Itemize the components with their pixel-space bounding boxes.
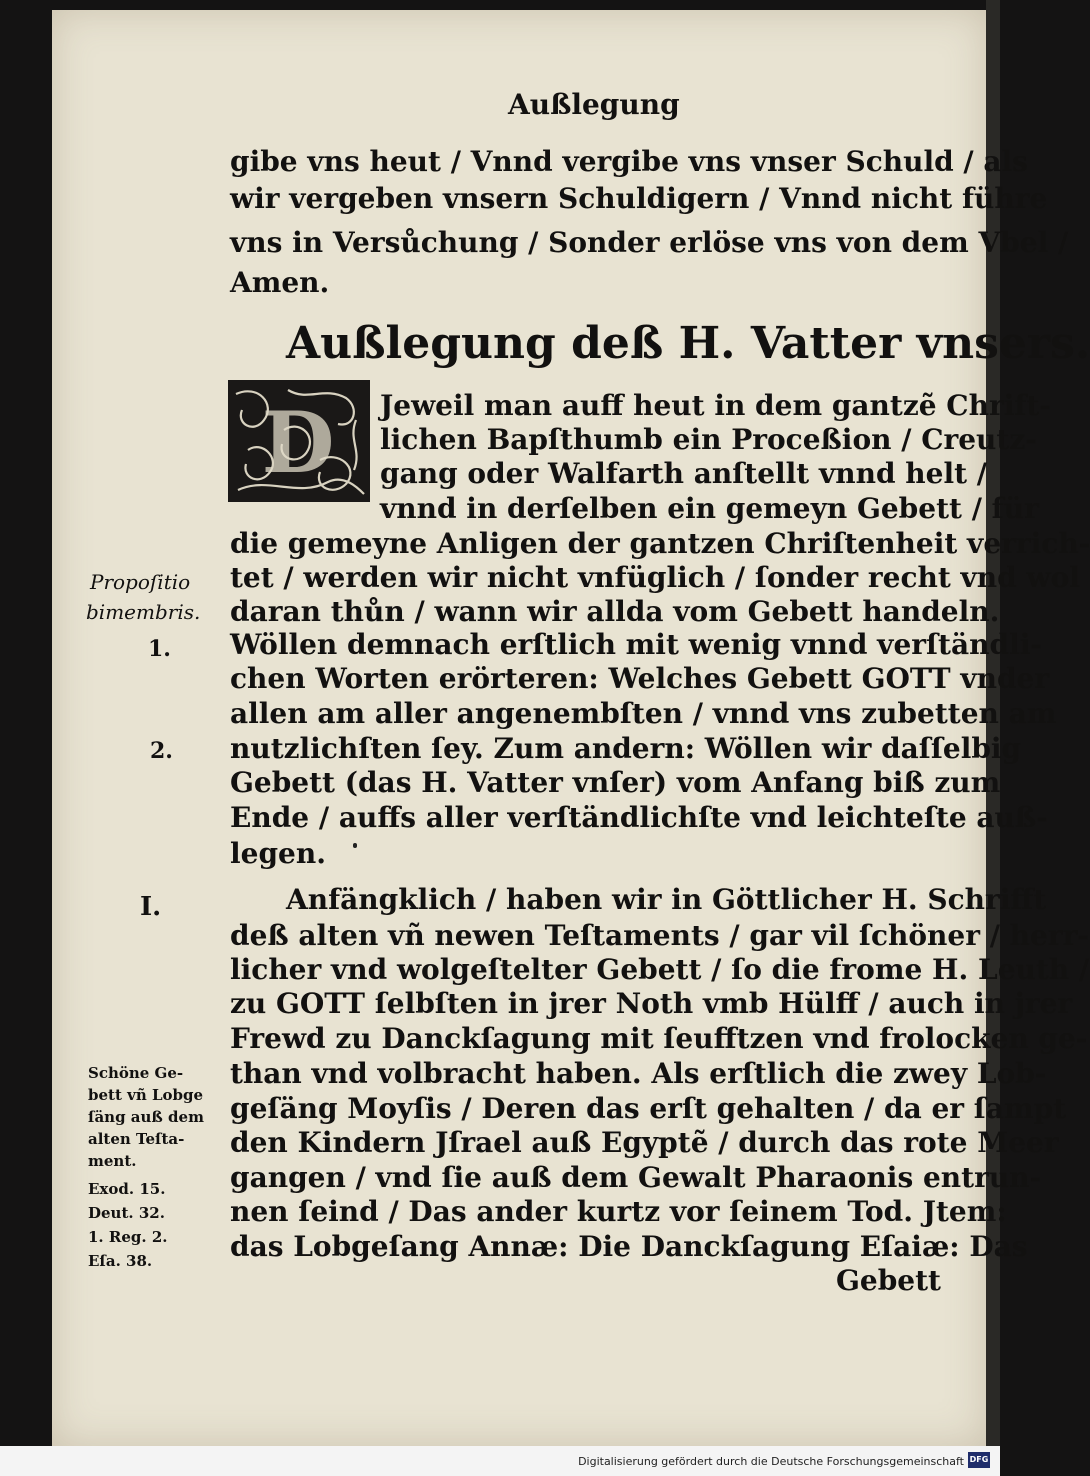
margin-note: alten Teſta- <box>88 1130 185 1148</box>
text-line: zu GOTT ſelbſten in jrer Noth vmb Hülff / auch in jrer <box>230 987 1073 1020</box>
text-line: vnnd in derſelben ein gemeyn Gebett / für <box>380 492 1039 525</box>
margin-note: Eſa. 38. <box>88 1252 153 1270</box>
text-line: Ende / auffs aller verſtändlichſte vnd leichteſte auß- <box>230 801 1048 834</box>
margin-number: I. <box>140 892 162 922</box>
text-line: Gebett (das H. Vatter vnſer) vom Anfang biß zum <box>230 766 1001 799</box>
margin-note: ſäng auß dem <box>88 1108 204 1126</box>
margin-number: 2. <box>150 738 173 764</box>
text-line: Wöllen demnach erſtlich mit wenig vnnd verſtändli- <box>230 628 1042 661</box>
text-line: lichen Bapſthumb ein Proceßion / Creutz- <box>380 423 1037 456</box>
text-line: licher vnd wolgeſtelter Gebett / ſo die frome H. Leuth / <box>230 953 1090 986</box>
margin-note: Deut. 32. <box>88 1204 165 1222</box>
text-line: das Lobgeſang Annæ: Die Danckſagung Eſaiæ: Das <box>230 1230 1028 1263</box>
dfg-logo-icon: DFG <box>968 1452 990 1468</box>
text-line: than vnd volbracht haben. Als erſtlich die zwey Lob- <box>230 1057 1047 1090</box>
text-line: nen ſeind / Das ander kurtz vor ſeinem Tod. Jtem: <box>230 1195 1007 1228</box>
margin-note: bimembris. <box>86 600 201 624</box>
catchword: Gebett <box>836 1264 941 1297</box>
text-line: gibe vns heut / Vnnd vergibe vns vnser Schuld / als <box>230 145 1028 178</box>
text-line: Jeweil man auff heut in dem gantzẽ Chrift- <box>380 389 1051 422</box>
text-line: vns in Versůchung / Sonder erlöse vns von dem Vbel / <box>230 226 1069 259</box>
ornamental-initial <box>228 380 370 502</box>
running-head: Außlegung <box>508 88 680 121</box>
text-line: nutzlichſten ſey. Zum andern: Wöllen wir daſſelbig <box>230 732 1022 765</box>
text-line: den Kindern Jſrael auß Egyptẽ / durch das rote Meer <box>230 1126 1059 1159</box>
margin-note: Propoſitio <box>90 570 191 594</box>
text-line: chen Worten erörteren: Welches Gebett GOTT vnder <box>230 662 1050 695</box>
text-line: die gemeyne Anligen der gantzen Chriſtenheit verrich- <box>230 527 1090 560</box>
drop-cap-letter: D <box>261 393 335 492</box>
ink-speck <box>353 843 357 848</box>
margin-number: 1. <box>148 636 171 662</box>
text-line: allen am aller angenembſten / vnnd vns zubetten am <box>230 697 1057 730</box>
text-line: Anfängklich / haben wir in Göttlicher H. Schrifft <box>286 883 1047 916</box>
margin-note: Schöne Ge- <box>88 1064 184 1082</box>
margin-note: Exod. 15. <box>88 1180 166 1198</box>
margin-note: bett vñ Lobge <box>88 1086 204 1104</box>
text-line: wir vergeben vnsern Schuldigern / Vnnd nicht führe <box>230 182 1048 215</box>
text-line: tet / werden wir nicht vnfüglich / ſonder recht vnd wol <box>230 561 1080 594</box>
text-line: deß alten vñ newen Teſtaments / gar vil ſchöner / herr- <box>230 919 1089 952</box>
margin-note: 1. Reg. 2. <box>88 1228 168 1246</box>
section-heading: Außlegung deß H. Vatter vnsers. <box>286 318 1090 369</box>
text-line: gang oder Walfarth anſtellt vnnd helt / <box>380 457 988 490</box>
text-line: legen. <box>230 837 326 870</box>
margin-note: ment. <box>88 1152 137 1170</box>
text-line: Frewd zu Danckſagung mit ſeufftzen vnd frolocken ge- <box>230 1022 1088 1055</box>
footer-credit: Digitalisierung gefördert durch die Deutsche Forschungsgemeinschaft <box>578 1455 964 1468</box>
text-line: geſäng Moyſis / Deren das erſt gehalten / da er ſampt <box>230 1092 1067 1125</box>
text-line: Amen. <box>230 266 330 299</box>
text-line: daran thůn / wann wir allda vom Gebett handeln. <box>230 595 1000 628</box>
text-line: gangen / vnd ſie auß dem Gewalt Pharaonis entrun- <box>230 1161 1042 1194</box>
ornamental-initial-graphic <box>228 380 370 502</box>
